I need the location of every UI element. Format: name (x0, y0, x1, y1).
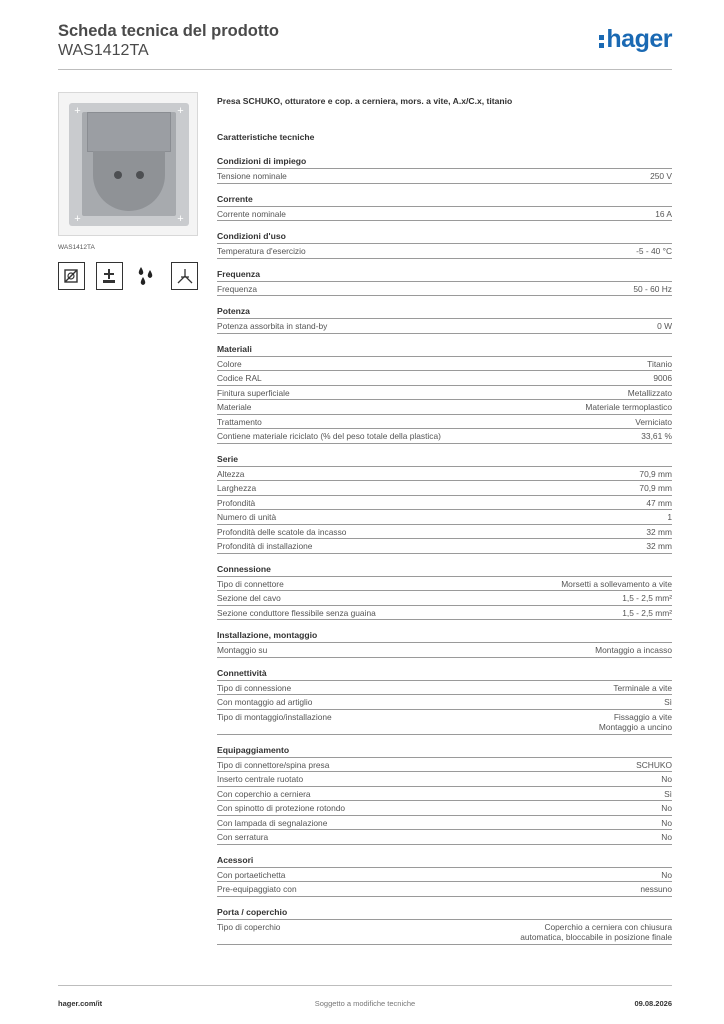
spec-row (217, 710, 672, 735)
spec-section (217, 907, 672, 945)
spec-value: 70,9 mm (639, 468, 672, 479)
spec-value: Verniciato (635, 416, 672, 427)
page-footer (58, 985, 672, 1008)
spec-value: No (661, 832, 672, 842)
spec-value: 1,5 - 2,5 mm² (622, 607, 672, 618)
page-header (58, 22, 672, 70)
spec-row (217, 319, 672, 334)
spec-label: Altezza (217, 468, 245, 479)
feature-icons (58, 262, 198, 290)
spec-value: Materiale termoplastico (585, 402, 672, 412)
spec-value: 1,5 - 2,5 mm² (622, 593, 672, 603)
spec-row (217, 816, 672, 831)
spec-value: 70,9 mm (639, 483, 672, 493)
spec-section (217, 630, 672, 658)
spec-label: Tipo di connessione (217, 682, 292, 693)
spec-row (217, 357, 672, 372)
spec-value: 47 mm (646, 497, 672, 508)
section-title: Condizioni d'uso (217, 231, 672, 244)
spec-row (217, 400, 672, 415)
logo-dots-icon (599, 35, 604, 48)
spec-section (217, 156, 672, 184)
spec-label: Con serratura (217, 832, 269, 842)
spec-row (217, 695, 672, 710)
spec-label: Corrente nominale (217, 208, 286, 219)
spec-row (217, 681, 672, 696)
spec-label: Tipo di connettore/spina presa (217, 759, 330, 770)
spec-value: 16 A (655, 208, 672, 219)
spec-label: Materiale (217, 402, 252, 412)
section-title: Materiali (217, 344, 672, 357)
spec-value: SCHUKO (636, 759, 672, 770)
spec-row (217, 868, 672, 883)
technical-characteristics-title: Caratteristiche tecniche (217, 132, 315, 142)
spec-value: 1 (667, 512, 672, 522)
spec-label: Trattamento (217, 416, 262, 427)
section-title: Condizioni di impiego (217, 156, 672, 169)
spec-row (217, 801, 672, 816)
section-title: Acessori (217, 855, 672, 868)
spec-row (217, 758, 672, 773)
spec-value: nessuno (640, 884, 672, 894)
spec-row (217, 882, 672, 897)
spec-label: Con montaggio ad artiglio (217, 697, 313, 707)
spec-section (217, 855, 672, 897)
hager-logo (599, 25, 672, 53)
spring-terminal-icon (171, 262, 198, 290)
spec-value: No (661, 817, 672, 828)
spec-label: Tipo di montaggio/installazione (217, 711, 332, 722)
spec-row (217, 577, 672, 592)
spec-value: Montaggio a incasso (595, 645, 672, 655)
footer-date: 09.08.2026 (634, 999, 672, 1008)
section-title: Installazione, montaggio (217, 630, 672, 643)
spec-row (217, 415, 672, 430)
spec-section (217, 344, 672, 444)
spec-row (217, 244, 672, 259)
product-media (58, 92, 198, 290)
spec-label: Numero di unità (217, 512, 277, 522)
spec-label: Profondità delle scatole da incasso (217, 526, 347, 537)
spec-row (217, 282, 672, 297)
spec-label: Tipo di connettore (217, 578, 284, 589)
spec-value: 0 W (657, 321, 672, 331)
spec-section (217, 231, 672, 259)
specifications (217, 96, 672, 955)
spec-value: 33,61 % (641, 431, 672, 441)
spec-section (217, 454, 672, 554)
section-title: Equipaggiamento (217, 745, 672, 758)
spec-label: Pre-equipaggiato con (217, 884, 297, 894)
spec-label: Larghezza (217, 483, 257, 493)
spec-value: Terminale a vite (613, 682, 672, 693)
spec-label: Con lampada di segnalazione (217, 817, 328, 828)
spec-row (217, 510, 672, 525)
section-title: Porta / coperchio (217, 907, 672, 920)
spec-row (217, 643, 672, 658)
spec-row (217, 787, 672, 802)
spec-row (217, 386, 672, 401)
spec-label: Con portaetichetta (217, 869, 286, 880)
product-description: Presa SCHUKO, otturatore e cop. a cerniera, mors. a vite, A.x/C.x, titanio (217, 96, 513, 106)
spec-row (217, 481, 672, 496)
spec-value: 250 V (650, 171, 672, 181)
spec-label: Sezione del cavo (217, 593, 281, 603)
section-title: Connettività (217, 668, 672, 681)
section-title: Frequenza (217, 269, 672, 282)
spec-value: Coperchio a cerniera con chiusura automatica, bloccabile in posizione finale (520, 921, 672, 942)
spec-label: Colore (217, 358, 242, 369)
spec-value: No (661, 803, 672, 813)
spec-label: Potenza assorbita in stand-by (217, 321, 328, 331)
section-title: Connessione (217, 564, 672, 577)
footer-note: Soggetto a modifiche tecniche (314, 999, 416, 1008)
spec-row (217, 920, 672, 945)
spec-value: Sì (664, 697, 672, 707)
spec-label: Montaggio su (217, 645, 268, 655)
product-image: + + + + (58, 92, 198, 236)
spec-section (217, 564, 672, 621)
spec-section (217, 194, 672, 222)
spec-section (217, 745, 672, 845)
spec-value: Titanio (647, 358, 672, 369)
spec-row (217, 496, 672, 511)
spec-value: Fissaggio a vite Montaggio a uncino (598, 711, 672, 732)
spec-label: Frequenza (217, 283, 258, 294)
spec-sections (217, 156, 672, 945)
spec-label: Profondità (217, 497, 256, 508)
spec-value: No (661, 774, 672, 784)
spec-row (217, 606, 672, 621)
spec-row (217, 772, 672, 787)
logo-text: hager (606, 25, 672, 53)
spec-label: Inserto centrale ruotato (217, 774, 304, 784)
section-title: Potenza (217, 306, 672, 319)
spec-row (217, 830, 672, 845)
spec-value: Metallizzato (627, 387, 672, 398)
spec-row (217, 371, 672, 386)
spec-label: Codice RAL (217, 373, 262, 383)
spec-label: Sezione conduttore flessibile senza guaina (217, 607, 376, 618)
footer-website: hager.com/it (58, 999, 103, 1008)
spec-row (217, 169, 672, 184)
spec-label: Finitura superficiale (217, 387, 290, 398)
image-caption: WAS1412TA (58, 244, 95, 251)
spec-value: Morsetti a sollevamento a vite (561, 578, 672, 589)
spec-row (217, 525, 672, 540)
spec-section (217, 306, 672, 334)
spec-value: No (661, 869, 672, 880)
spec-row (217, 429, 672, 444)
drops-icon (134, 262, 161, 290)
document-title: Scheda tecnica del prodotto (58, 22, 279, 40)
spec-label: Con spinotto di protezione rotondo (217, 803, 346, 813)
spec-row (217, 539, 672, 554)
spec-row (217, 467, 672, 482)
spec-value: 32 mm (646, 541, 672, 551)
section-title: Serie (217, 454, 672, 467)
spec-label: Contiene materiale riciclato (% del peso totale della plastica) (217, 431, 441, 441)
class-icon (96, 262, 123, 290)
installation-icon (58, 262, 85, 290)
spec-value: -5 - 40 °C (636, 246, 672, 256)
product-code: WAS1412TA (58, 42, 149, 59)
spec-label: Tensione nominale (217, 171, 287, 181)
spec-value: 32 mm (646, 526, 672, 537)
spec-label: Tipo di coperchio (217, 921, 281, 932)
spec-row (217, 591, 672, 606)
spec-value: 50 - 60 Hz (633, 283, 672, 294)
spec-section (217, 269, 672, 297)
spec-label: Profondità di installazione (217, 541, 313, 551)
spec-label: Con coperchio a cerniera (217, 788, 311, 799)
section-title: Corrente (217, 194, 672, 207)
spec-section (217, 668, 672, 735)
spec-value: 9006 (653, 373, 672, 383)
spec-row (217, 207, 672, 222)
spec-label: Temperatura d'esercizio (217, 246, 306, 256)
spec-value: Sì (664, 788, 672, 799)
